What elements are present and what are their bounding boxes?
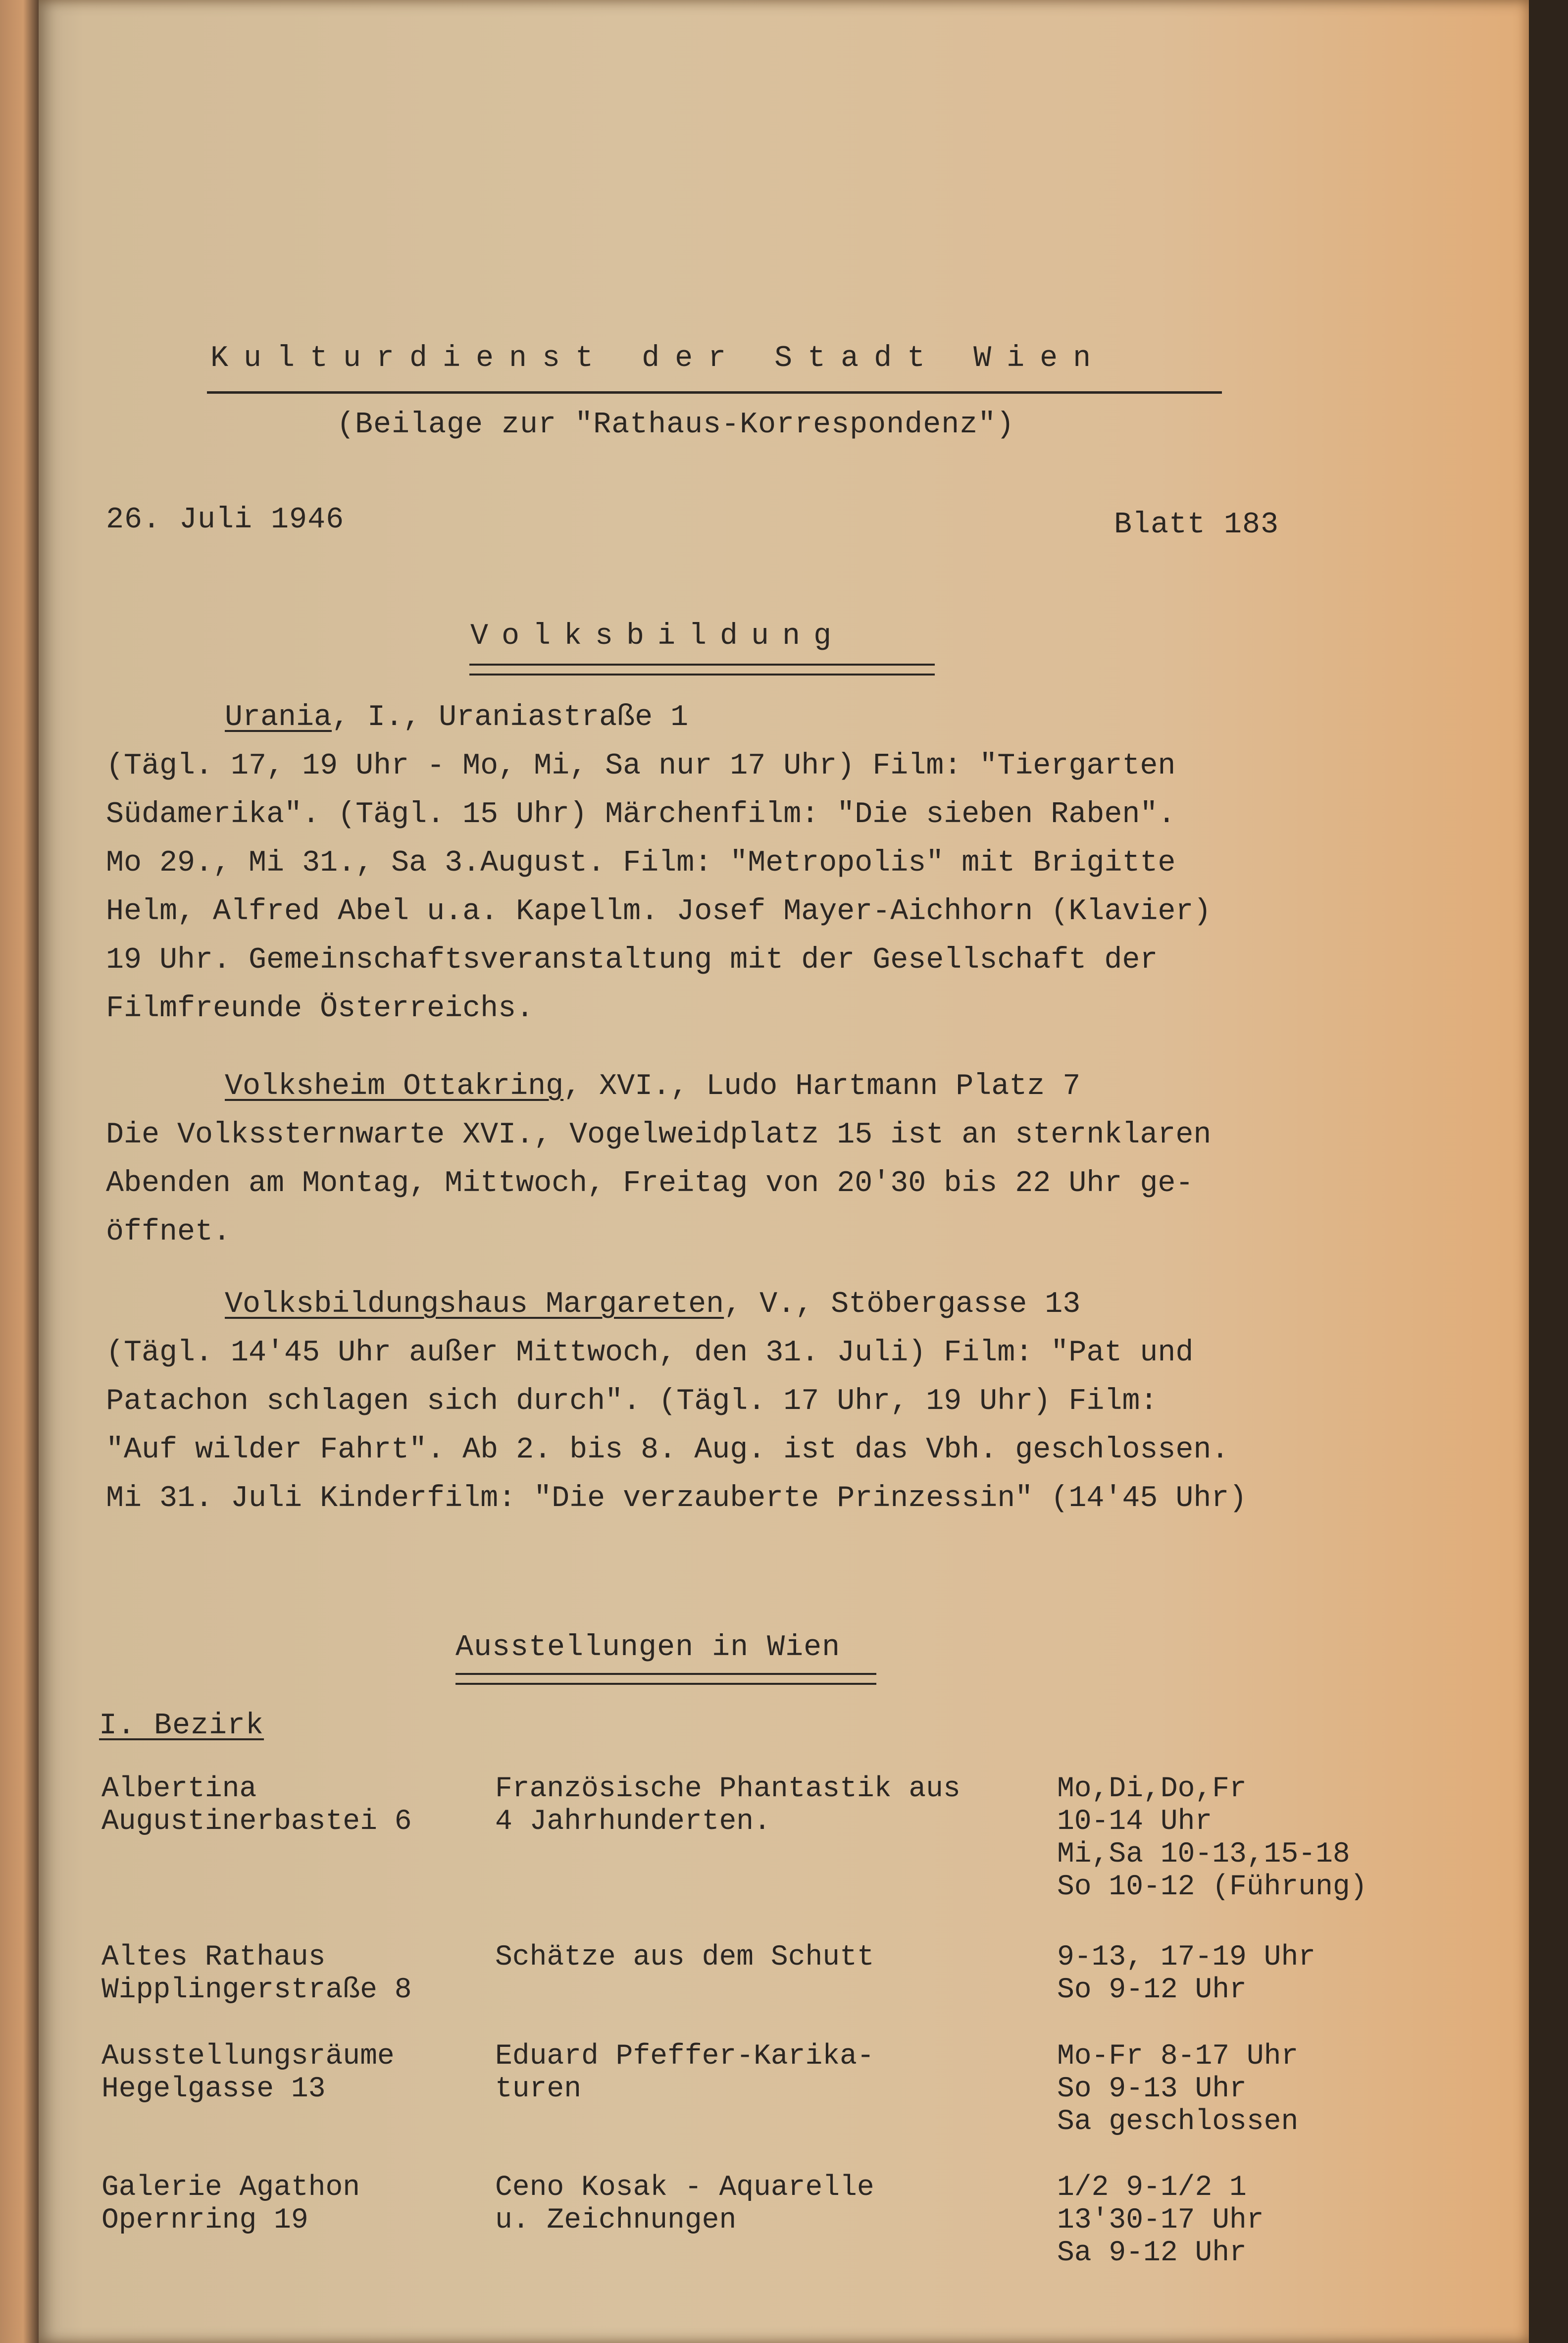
exhibition-hours: Mo-Fr 8-17 Uhr So 9-13 Uhr Sa geschlossen	[1057, 2040, 1299, 2138]
entry-line: Helm, Alfred Abel u.a. Kapellm. Josef Mayer-Aichhorn (Klavier)	[106, 895, 1212, 929]
heading-double-rule	[455, 1673, 876, 1685]
entry-line: Patachon schlagen sich durch". (Tägl. 17 Uhr, 19 Uhr) Film:	[106, 1385, 1158, 1418]
entry-urania	[106, 693, 1443, 1033]
entry-volksbildungshaus-margareten	[106, 1280, 1443, 1523]
entry-name: Volksbildungshaus Margareten	[225, 1288, 724, 1321]
exhibition-title: Schätze aus dem Schutt	[495, 1941, 874, 1974]
section-heading-volksbildung: Volksbildung	[470, 620, 845, 653]
entry-line: 19 Uhr. Gemeinschaftsveranstaltung mit der Gesellschaft der	[106, 943, 1158, 977]
entry-line: Abenden am Montag, Mittwoch, Freitag von 20'30 bis 22 Uhr ge-	[106, 1167, 1194, 1200]
document-title: Kulturdienst der Stadt Wien	[210, 342, 1107, 375]
entry-line: (Tägl. 14'45 Uhr außer Mittwoch, den 31. Juli) Film: "Pat und	[106, 1336, 1194, 1370]
entry-address: , I., Uraniastraße 1	[332, 701, 689, 734]
exhibition-hours: 9-13, 17-19 Uhr So 9-12 Uhr	[1057, 1941, 1316, 2006]
entry-line: öffnet.	[106, 1215, 231, 1249]
exhibition-venue: Albertina Augustinerbastei 6	[101, 1773, 412, 1838]
entry-line: (Tägl. 17, 19 Uhr - Mo, Mi, Sa nur 17 Uhr) Film: "Tiergarten	[106, 749, 1176, 783]
entry-name: Volksheim Ottakring	[225, 1070, 564, 1103]
document-subtitle: (Beilage zur "Rathaus-Korrespondenz")	[337, 408, 1015, 442]
adjacent-page-edge	[0, 0, 39, 2343]
entry-line: Mi 31. Juli Kinderfilm: "Die verzauberte Prinzessin" (14'45 Uhr)	[106, 1482, 1247, 1515]
entry-line: Südamerika". (Tägl. 15 Uhr) Märchenfilm: "Die sieben Raben".	[106, 798, 1176, 832]
heading-double-rule	[469, 664, 935, 676]
entry-line: Die Volkssternwarte XVI., Vogelweidplatz 15 ist an sternklaren	[106, 1118, 1212, 1152]
exhibition-venue: Galerie Agathon Opernring 19	[101, 2172, 360, 2237]
entry-volksheim-ottakring	[106, 1062, 1443, 1256]
binding-shadow	[1529, 0, 1568, 2343]
exhibition-title: Ceno Kosak - Aquarelle u. Zeichnungen	[495, 2172, 874, 2237]
exhibition-title: Eduard Pfeffer-Karika- turen	[495, 2040, 874, 2105]
section-heading-ausstellungen: Ausstellungen in Wien	[455, 1631, 841, 1665]
exhibition-hours: 1/2 9-1/2 1 13'30-17 Uhr Sa 9-12 Uhr	[1057, 2172, 1264, 2269]
exhibition-venue: Altes Rathaus Wipplingerstraße 8	[101, 1941, 412, 2006]
exhibition-hours: Mo,Di,Do,Fr 10-14 Uhr Mi,Sa 10-13,15-18 So 10-12 (Führung)	[1057, 1773, 1367, 1903]
district-label: I. Bezirk	[99, 1709, 264, 1743]
entry-line: Mo 29., Mi 31., Sa 3.August. Film: "Metropolis" mit Brigitte	[106, 846, 1176, 880]
entry-line: Filmfreunde Österreichs.	[106, 992, 534, 1026]
document-date: 26. Juli 1946	[106, 503, 345, 537]
exhibition-venue: Ausstellungsräume Hegelgasse 13	[101, 2040, 395, 2105]
sheet-number: Blatt 183	[1114, 508, 1279, 542]
title-underline	[207, 391, 1222, 394]
entry-line: "Auf wilder Fahrt". Ab 2. bis 8. Aug. ist das Vbh. geschlossen.	[106, 1433, 1229, 1467]
entry-name: Urania	[225, 701, 332, 734]
entry-address: , V., Stöbergasse 13	[724, 1288, 1081, 1321]
exhibition-title: Französische Phantastik aus 4 Jahrhunderten.	[495, 1773, 961, 1838]
entry-address: , XVI., Ludo Hartmann Platz 7	[563, 1070, 1081, 1103]
